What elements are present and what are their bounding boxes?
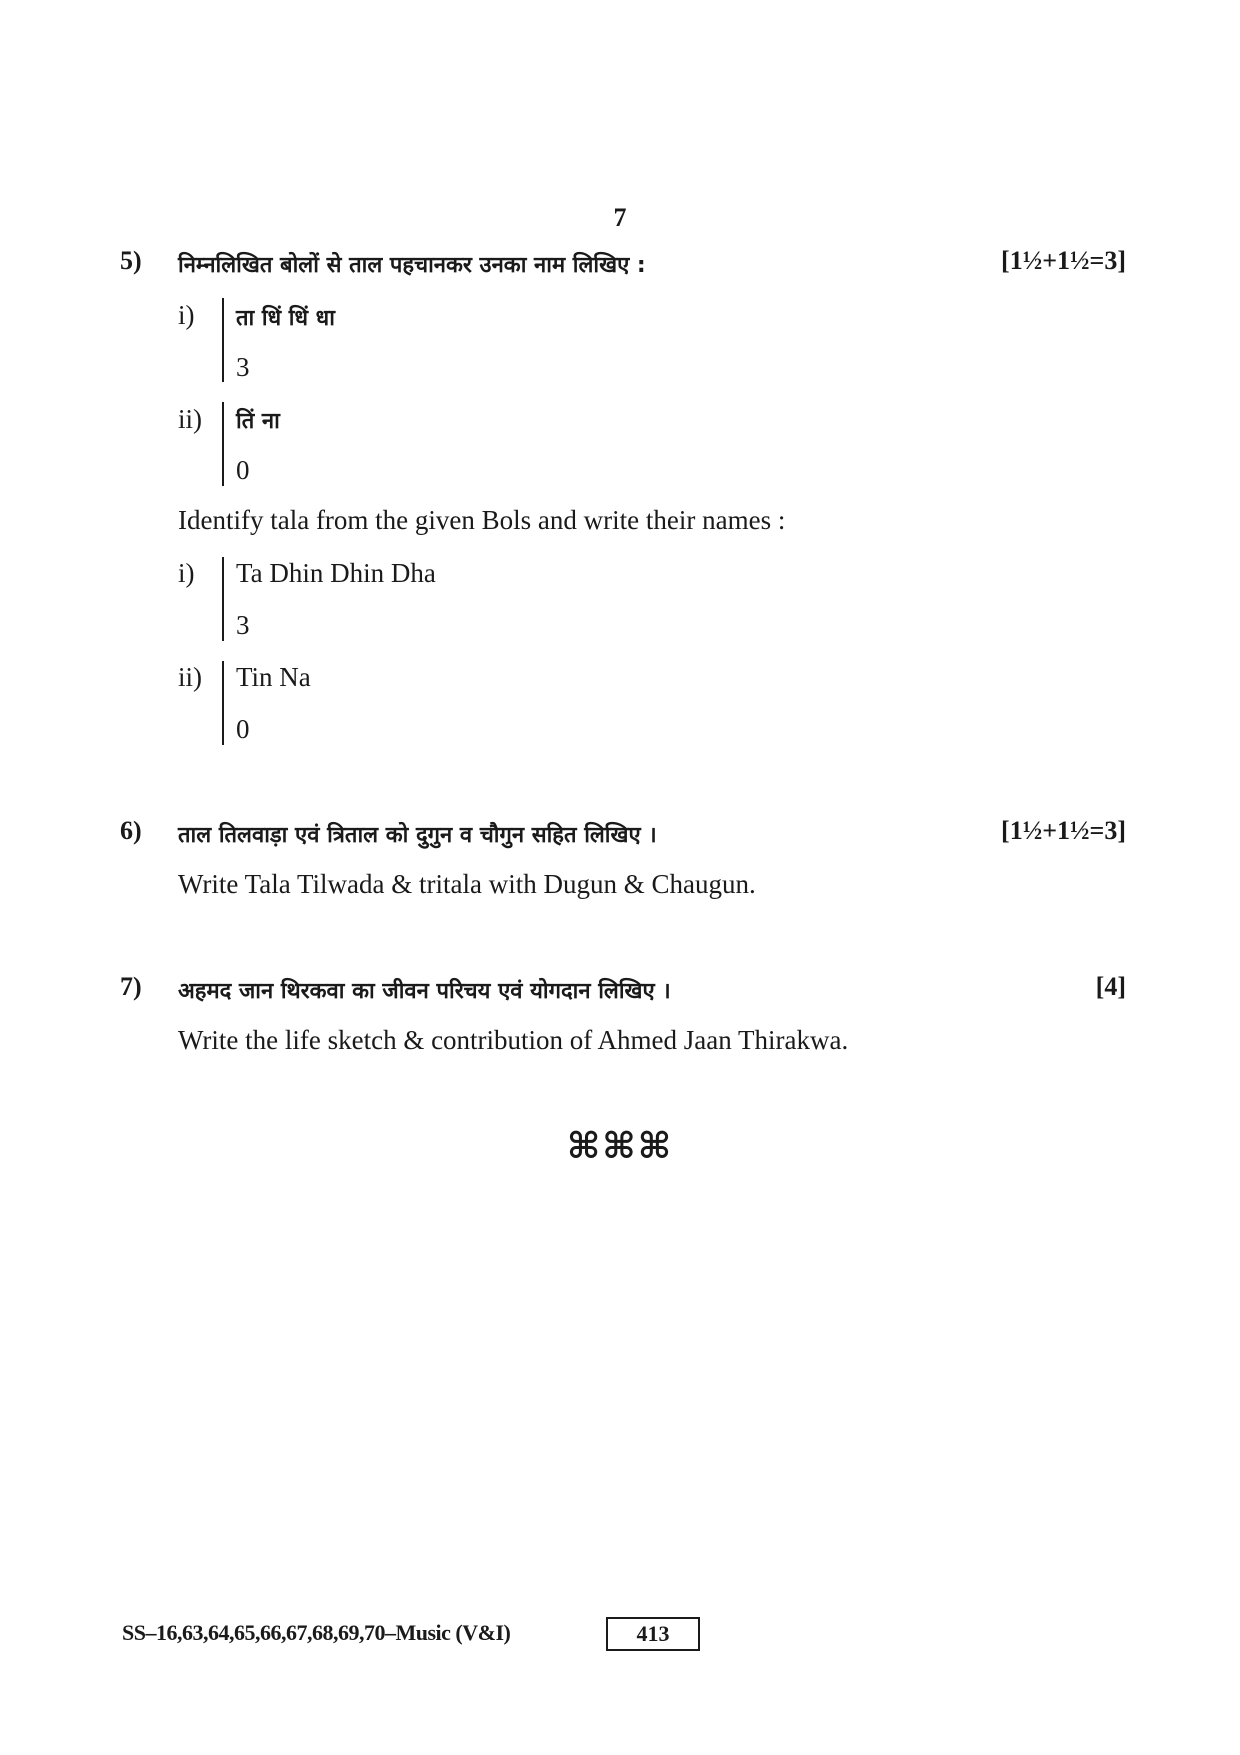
bol-marker: 0 xyxy=(236,455,250,485)
part-label: ii) xyxy=(178,404,202,434)
part-label: ii) xyxy=(178,662,202,692)
question-text-english: Write Tala Tilwada & tritala with Dugun & Chaugun. xyxy=(178,869,756,899)
question-marks: [1½+1½=3] xyxy=(1001,816,1126,845)
bol-divider xyxy=(222,298,224,382)
end-ornament: ⌘⌘⌘ xyxy=(566,1126,674,1167)
question-text-hindi: ताल तिलवाड़ा एवं त्रिताल को दुगुन व चौगुन सहित लिखिए । xyxy=(178,823,657,848)
question-text-english: Write the life sketch & contribution of Ahmed Jaan Thirakwa. xyxy=(178,1025,849,1055)
question-number: 5) xyxy=(120,246,142,275)
bol-text: तिं ना xyxy=(236,409,280,434)
question-marks: [4] xyxy=(1095,972,1126,1001)
footer-page-box: 413 xyxy=(606,1617,700,1651)
bol-text: Ta Dhin Dhin Dha xyxy=(236,558,436,588)
bol-divider xyxy=(222,557,224,641)
question-marks: [1½+1½=3] xyxy=(1001,246,1126,275)
question-text-english: Identify tala from the given Bols and write their names : xyxy=(178,505,786,535)
question-number: 6) xyxy=(120,816,142,845)
bol-marker: 3 xyxy=(236,352,250,382)
page-number: 7 xyxy=(613,203,627,232)
part-label: i) xyxy=(178,300,195,330)
part-label: i) xyxy=(178,558,195,588)
footer-paper-code: SS–16,63,64,65,66,67,68,69,70–Music (V&I) xyxy=(122,1620,511,1645)
bol-text: ता धिं धिं धा xyxy=(236,306,335,331)
question-number: 7) xyxy=(120,972,142,1001)
question-text-hindi: निम्नलिखित बोलों से ताल पहचानकर उनका नाम लिखिए : xyxy=(178,253,646,278)
bol-marker: 0 xyxy=(236,714,250,744)
bol-marker: 3 xyxy=(236,610,250,640)
bol-divider xyxy=(222,402,224,486)
bol-text: Tin Na xyxy=(236,662,311,692)
bol-divider xyxy=(222,661,224,745)
question-text-hindi: अहमद जान थिरकवा का जीवन परिचय एवं योगदान लिखिए । xyxy=(178,979,671,1004)
